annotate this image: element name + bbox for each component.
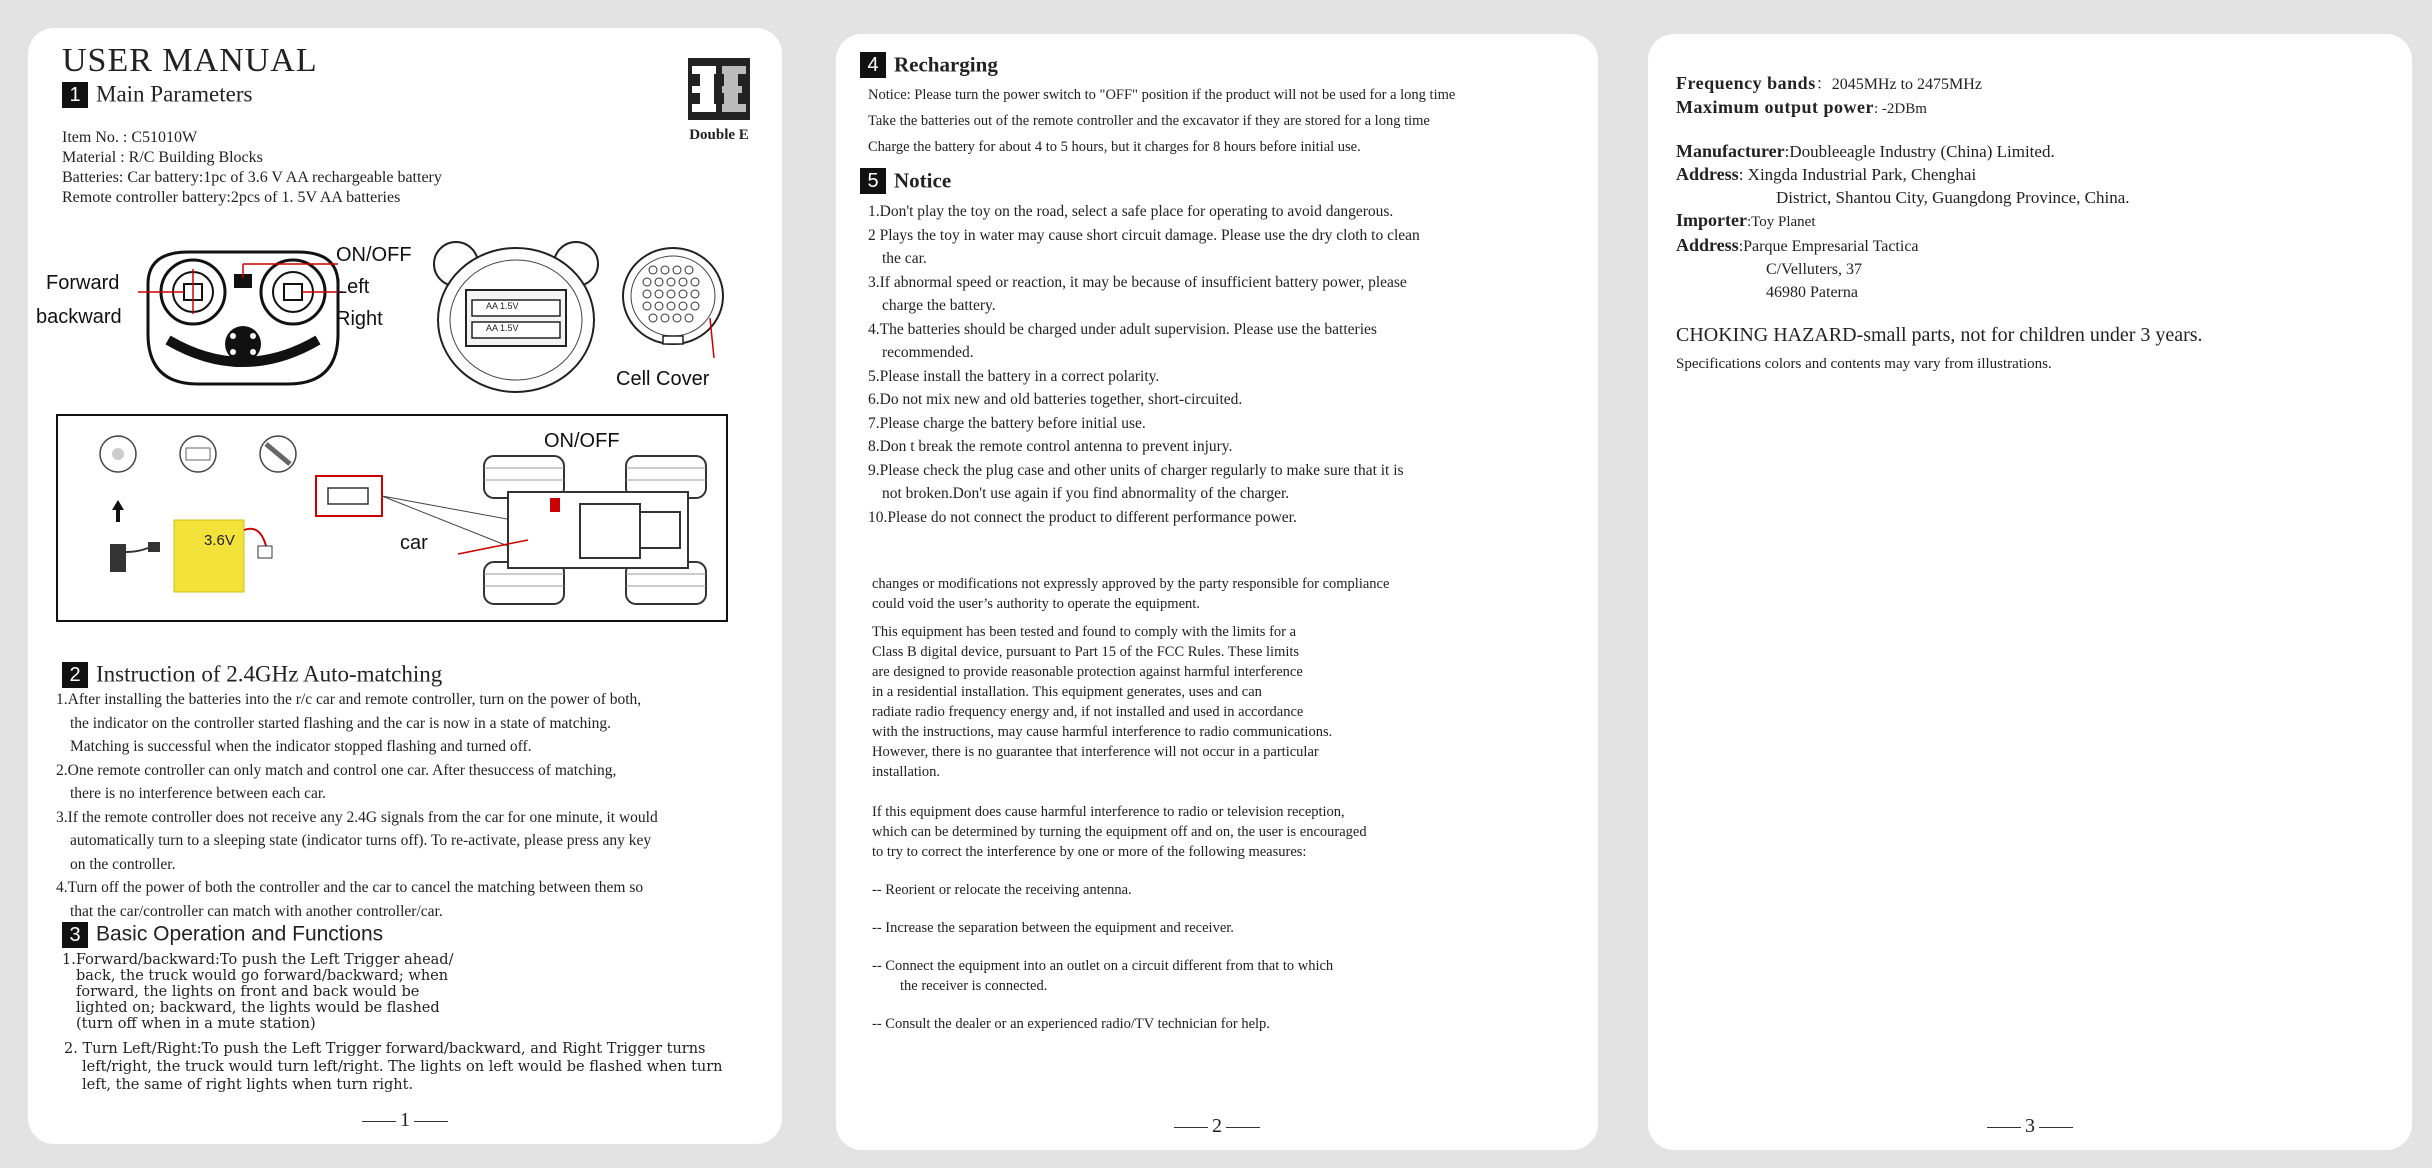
cell-cover-icon [618,240,728,360]
fcc-line: in a residential installation. This equipment generates, uses and can [872,684,1262,700]
battery-compartment-icon [426,234,606,396]
measure-item: -- Increase the separation between the equipment and receiver. [872,920,1234,936]
notice-item: recommended. [882,344,974,361]
notice-item: 5.Please install the battery in a correct polarity. [868,367,1160,385]
section-title: Main Parameters [96,81,253,107]
remote-diagram [28,234,448,414]
recharge-text [868,82,1455,160]
fcc-line: with the instructions, may cause harmful interference to radio communications. [872,724,1333,740]
operation-line: forward, the lights on front and back would be [76,984,420,1000]
logo-text: Double E [689,127,749,143]
battery-pack-label: 3.6V [204,532,235,549]
page-1 [28,28,782,1144]
company-info [1676,140,2130,304]
battery-compartment-diagram [426,234,606,404]
manufacturer: Manufacturer:Doubleeagle Industry (China) Limited. [1676,141,2055,161]
importer-address-line: 46980 Paterna [1766,284,1858,301]
notice-item: not broken.Don't use again if you find abnormality of the charger. [882,485,1290,502]
remote-controller-icon [138,244,348,392]
notice-item: 2 Plays the toy in water may cause short circuit damage. Please use the dry cloth to clean [868,226,1420,244]
measure-item: -- Connect the equipment into an outlet on a circuit different from that to which [872,958,1334,974]
fcc-line: installation. [872,764,941,780]
list-item: that the car/controller can match with another controller/car. [70,902,443,920]
fcc-line: radiate radio frequency energy and, if not installed and used in accordance [872,704,1304,720]
parameter-list [62,128,442,208]
list-item: 2.One remote controller can only match and control one car. After thesuccess of matching, [56,761,617,779]
page-number: 2 [836,1115,1598,1138]
recharge-line: Take the batteries out of the remote controller and the excavator if they are stored for a long time [868,113,1430,129]
label-left: Left [336,276,370,298]
fcc-line: could void the user’s authority to operate the equipment. [872,596,1200,612]
operation-line: 1.Forward/backward:To push the Left Trigger ahead/ [62,952,454,968]
page-number: 1 [28,1109,782,1132]
address: Address: Xingda Industrial Park, Chenghai [1676,164,1977,184]
section-title: Basic Operation and Functions [96,922,384,946]
page-3 [1648,34,2412,1150]
list-item: Matching is successful when the indicator stopped flashing and turned off. [70,738,532,755]
choking-hazard-warning: CHOKING HAZARD-small parts, not for children under 3 years. [1676,324,2203,346]
page-2 [836,34,1598,1150]
notice-item: 1.Don't play the toy on the road, select a safe place for operating to avoid dangerous. [868,203,1394,220]
section-3-heading [62,918,383,950]
address-line-2: District, Shantou City, Guangdong Province, China. [1776,188,2130,207]
param-remote-battery: Remote controller battery:2pcs of 1. 5V AA batteries [62,189,401,206]
page-number: 3 [1648,1115,2412,1138]
list-item: 3.If the remote controller does not receive any 2.4G signals from the car for one minute, it would [56,808,658,826]
list-item: on the controller. [70,855,176,873]
fcc-statement [872,574,1389,1034]
label-onoff: ON/OFF [336,244,412,266]
section-title: Instruction of 2.4GHz Auto-matching [96,661,443,687]
recharge-line: Charge the battery for about 4 to 5 hours, but it charges for 8 hours before initial use. [868,139,1361,155]
list-item: there is no interference between each car. [70,785,327,802]
notice-list [868,200,1420,529]
notice-item: 10.Please do not connect the product to different performance power. [868,508,1297,526]
operation-line: (turn off when in a mute station) [76,1016,316,1032]
cell-cover-diagram [618,240,748,400]
notice-item: charge the battery. [882,297,996,314]
double-e-logo [678,58,760,144]
fcc-line: If this equipment does cause harmful interference to radio or television reception, [872,804,1345,820]
operation-line: left, the same of right lights when turn right. [82,1077,414,1093]
measure-item: the receiver is connected. [900,978,1048,994]
importer: Importer:Toy Planet [1676,210,1816,230]
operation-line: lighted on; backward, the lights would be flashed [76,1000,440,1016]
notice-item: 4.The batteries should be charged under adult supervision. Please use the batteries [868,320,1377,338]
section-title: Recharging [894,52,998,77]
section-number: 2 [62,662,88,688]
notice-item: 6.Do not mix new and old batteries together, short-circuited. [868,391,1243,408]
max-output-power: Maximum output power: -2DBm [1676,97,1927,117]
label-backward: backward [36,306,122,328]
measure-item: -- Consult the dealer or an experienced radio/TV technician for help. [872,1016,1270,1032]
list-item: 1.After installing the batteries into the r/c car and remote controller, turn on the power of both, [56,691,642,708]
car-label-onoff: ON/OFF [544,430,620,452]
car-chassis-icon [298,434,718,614]
section-number: 1 [62,82,88,108]
section-number: 5 [860,168,886,194]
notice-item: 3.If abnormal speed or reaction, it may be because of insufficient battery power, please [868,273,1407,291]
notice-item: the car. [882,250,927,267]
notice-item: 8.Don t break the remote control antenna to prevent injury. [868,438,1233,455]
operation-line: 2. Turn Left/Right:To push the Left Trigger forward/backward, and Right Trigger turns [64,1041,706,1057]
param-item-no: Item No. : C51010W [62,129,198,146]
fcc-line: changes or modifications not expressly approved by the party responsible for compliance [872,576,1390,592]
fcc-line: to try to correct the interference by one or more of the following measures: [872,844,1307,860]
fcc-line: Class B digital device, pursuant to Part 15 of the FCC Rules. These limits [872,644,1300,660]
logo-mark-icon [686,58,752,120]
manual-title: USER MANUAL [62,42,318,79]
operation-forward-backward [62,952,453,1032]
notice-item: 9.Please check the plug case and other units of charger regularly to make sure that it is [868,461,1404,479]
label-cell-cover: Cell Cover [616,368,710,390]
charging-steps-icon [98,434,328,594]
operation-left-right [64,1040,723,1094]
section-number: 4 [860,52,886,78]
section-title: Notice [894,168,952,193]
fcc-line: However, there is no guarantee that interference will not occur in a particular [872,744,1319,760]
battery-label-2: AA 1.5V [486,323,519,333]
param-batteries: Batteries: Car battery:1pc of 3.6 V AA rechargeable battery [62,169,442,186]
label-forward: Forward [46,272,120,294]
list-item: 4.Turn off the power of both the controller and the car to cancel the matching between them so [56,879,644,896]
section-5-heading [860,164,951,196]
specifications-note: Specifications colors and contents may vary from illustrations. [1676,356,2052,372]
car-label-car: car [400,532,428,554]
measure-item: -- Reorient or relocate the receiving antenna. [872,882,1132,898]
car-charging-diagram [56,414,728,622]
list-item: the indicator on the controller started flashing and the car is now in a state of matching. [70,714,612,732]
notice-item: 7.Please charge the battery before initial use. [868,414,1146,432]
product-specs [1676,72,1982,121]
frequency-bands: Frequency bands：2045MHz to 2475MHz [1676,73,1982,93]
importer-address-line: C/Velluters, 37 [1766,261,1862,278]
auto-matching-list [56,688,658,923]
section-number: 3 [62,922,88,948]
fcc-line: This equipment has been tested and found to comply with the limits for a [872,624,1297,640]
importer-address: Address:Parque Empresarial Tactica [1676,235,1919,255]
recharge-line: Notice: Please turn the power switch to "OFF" position if the product will not be used for a long time [868,87,1456,103]
section-2-heading [62,658,442,690]
section-4-heading [860,48,998,80]
battery-label-1: AA 1.5V [486,301,519,311]
operation-line: back, the truck would go forward/backward; when [76,968,449,984]
operation-line: left/right, the truck would turn left/right. The lights on left would be flashed when turn [82,1059,723,1075]
label-right: Right [336,308,383,330]
list-item: automatically turn to a sleeping state (indicator turns off). To re-activate, please press any key [70,832,652,849]
param-material: Material : R/C Building Blocks [62,149,263,166]
fcc-line: are designed to provide reasonable protection against harmful interference [872,664,1303,680]
section-1-heading [62,78,252,110]
fcc-line: which can be determined by turning the equipment off and on, the user is encouraged [872,824,1367,840]
